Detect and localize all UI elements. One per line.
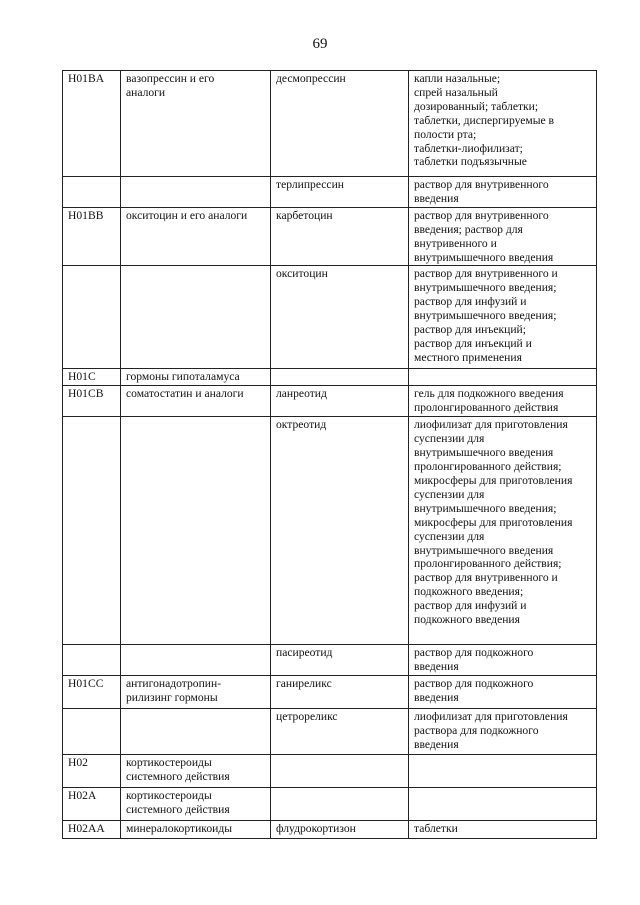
drug-name-cell [271,369,409,386]
group-cell: соматостатин и аналоги [121,386,271,417]
drug-name-cell: десмопрессин [271,71,409,177]
drug-name-cell [271,755,409,788]
group-cell: кортикостероиды системного действия [121,788,271,821]
table-row [63,207,597,266]
drug-name-cell [271,788,409,821]
drug-name-cell: пасиреотид [271,645,409,676]
dosage-form-cell: таблетки [409,821,597,839]
table-row [63,71,597,177]
table-row [63,177,597,208]
drug-name-cell: флудрокортизон [271,821,409,839]
atc-code-cell [63,645,121,676]
dosage-form-cell: раствор для подкожного введения [409,645,597,676]
drug-name-cell: октреотид [271,417,409,645]
table-row [63,645,597,676]
atc-code-cell: H02AA [63,821,121,839]
atc-code-cell: H01C [63,369,121,386]
atc-code-cell: H01CB [63,386,121,417]
atc-code-cell [63,417,121,645]
dosage-form-cell [409,788,597,821]
drug-table [62,70,597,839]
dosage-form-cell: гель для подкожного введения пролонгированного действия [409,386,597,417]
dosage-form-cell [409,755,597,788]
table-row [63,369,597,386]
drug-name-cell: ланреотид [271,386,409,417]
group-cell [121,266,271,369]
table-row [63,417,597,645]
drug-name-cell: ганиреликс [271,676,409,709]
dosage-form-cell: раствор для внутривенного введения; раствор для внутривенного и внутримышечного введения [409,207,597,266]
dosage-form-cell [409,369,597,386]
page-number: 69 [312,36,328,52]
group-cell: антигонадотропин- рилизинг гормоны [121,676,271,709]
dosage-form-cell: капли назальные; спрей назальный дозированный; таблетки; таблетки, диспергируемые в полости рта; таблетки-лиофилизат; таблетки подъязычные [409,71,597,177]
dosage-form-cell: лиофилизат для приготовления суспензии для внутримышечного введения пролонгированного действия; микросферы для приготовления суспензии для внутримышечного введения; микросферы для приготовления суспензии для внутримышечного введения пролонгированного действия; раствор для внутривенного и подкожного введения; раствор для инфузий и подкожного введения [409,417,597,645]
table-row [63,266,597,369]
group-cell: вазопрессин и его аналоги [121,71,271,177]
atc-code-cell: H02A [63,788,121,821]
drug-name-cell: окситоцин [271,266,409,369]
table-row [63,676,597,709]
group-cell: минералокортикоиды [121,821,271,839]
drug-name-cell: карбетоцин [271,207,409,266]
group-cell [121,709,271,755]
group-cell [121,645,271,676]
group-cell [121,417,271,645]
table-row [63,709,597,755]
dosage-form-cell: лиофилизат для приготовления раствора для подкожного введения [409,709,597,755]
drug-name-cell: терлипрессин [271,177,409,208]
table-row [63,788,597,821]
dosage-form-cell: раствор для внутривенного введения [409,177,597,208]
drug-name-cell: цетрореликс [271,709,409,755]
group-cell: гормоны гипоталамуса [121,369,271,386]
atc-code-cell [63,266,121,369]
dosage-form-cell: раствор для подкожного введения [409,676,597,709]
group-cell: окситоцин и его аналоги [121,207,271,266]
dosage-form-cell: раствор для внутривенного и внутримышечного введения; раствор для инфузий и внутримышечного введения; раствор для инъекций; раствор для инъекций и местного применения [409,266,597,369]
atc-code-cell [63,177,121,208]
table-row [63,386,597,417]
atc-code-cell [63,709,121,755]
group-cell [121,177,271,208]
table-row [63,755,597,788]
atc-code-cell: H01BB [63,207,121,266]
group-cell: кортикостероиды системного действия [121,755,271,788]
atc-code-cell: H01BA [63,71,121,177]
atc-code-cell: H01CC [63,676,121,709]
atc-code-cell: H02 [63,755,121,788]
table-row [63,821,597,839]
